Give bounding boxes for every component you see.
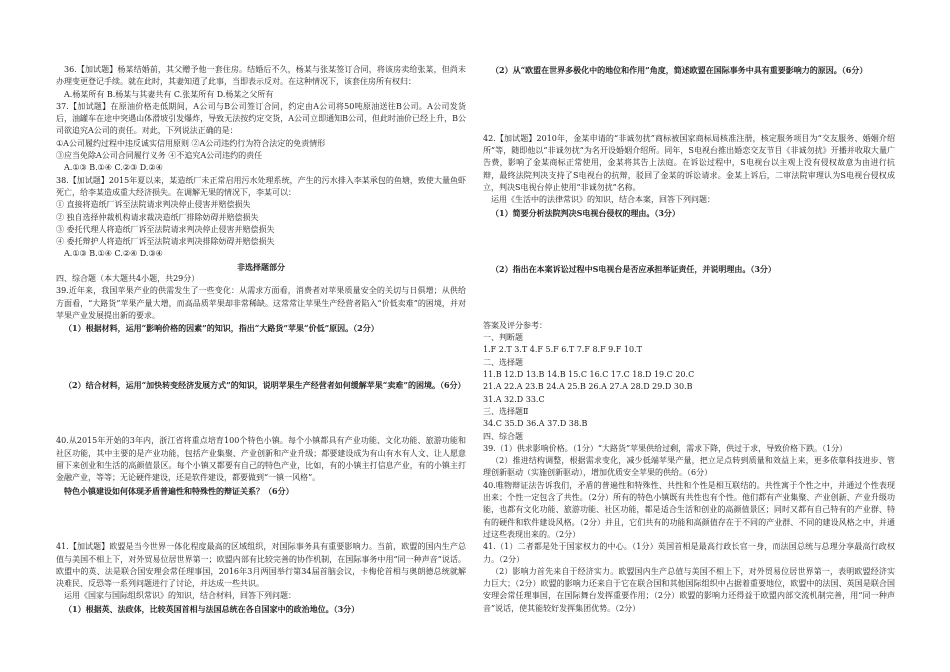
left-paragraph-4: ③应当免除A公司合同履行义务 ④不追究A公司违约的责任 [56, 151, 263, 161]
left-paragraph-11: A.①③ B.①④ C.②④ D.③④ [64, 249, 163, 259]
left-paragraph-17: （2）结合材料，运用“加快转变经济发展方式”的知识，说明苹果生产经营者如何缓解苹果“卖难”的困境。（6分） [64, 379, 466, 390]
right-paragraph-6: （2）指出在本案诉讼过程中S电视台是否应承担举证责任，并说明理由。（3分） [491, 264, 776, 275]
left-column [56, 64, 466, 615]
right-paragraph-22: （2）影响力首先来自于经济实力。欧盟国内生产总值与美国不相上下，对外贸易位居世界第一，表明欧盟经济实力巨大；（2分）欧盟的影响力还来自于它在联合国和其他国际组织中占据着重要地位，欧盟中的法国、英国是联合国安理会常任理事国，在国际舞台发挥重要作用；（2分）欧盟的影响力还得益于欧盟内部交流机制完善，用“同一种声音”说话，使其能较好发挥集团优势。（2分） [483, 566, 895, 613]
left-paragraph-13: 四、综合题（本大题共4小题，共29分） [56, 274, 200, 284]
right-paragraph-12: 11.B 12.D 13.B 14.B 15.C 16.C 17.C 18.D 19.C 20.C [483, 370, 695, 380]
left-paragraph-12: 非选择题部分 [237, 261, 285, 272]
left-paragraph-5: A.①③ B.①④ C.②③ D.②④ [64, 163, 163, 173]
right-paragraph-0: （2）从“欧盟在世界多极化中的地位和作用”角度，简述欧盟在国际事务中具有重要影响力的原因。（6分） [491, 65, 868, 75]
left-paragraph-24: （1）根据英、法政体，比较英国首相与法国总统在各自国家中的政治地位。（3分） [64, 603, 360, 614]
left-paragraph-22: 41.【加试题】欧盟是当今世界一体化程度最高的区域组织，对国际事务具有重要影响力。当前，欧盟的国内生产总值与美国不相上下，对外贸易位居世界第一；欧盟内部有比较完善的协作机制，在国际事务中用“同一种声音”说话。欧盟中的英、法是联合国安理会常任理事国，2016年3月两国举行第34届首脑会议，卡梅伦首相与奥朗德总统就解决难民、反恐等一系列问题进行了讨论，并达成一些共识。 [56, 542, 466, 589]
left-paragraph-1: A.杨某所有 B.杨某与其妻共有 C.张某所有 D.杨某之父所有 [64, 89, 274, 99]
right-paragraph-11: 二、选择题 [483, 357, 523, 367]
left-paragraph-20: 特色小镇建设如何体现矛盾普遍性和特殊性的辩证关系？（6分） [64, 485, 294, 496]
left-paragraph-15: （1）根据材料，运用“影响价格的因素”的知识，指出“大路货”苹果“价低”原因。（2分） [64, 323, 379, 334]
right-paragraph-14: 31.A 32.D 33.C [483, 394, 545, 404]
right-column [483, 64, 895, 615]
right-paragraph-15: 三、选择题Ⅱ [483, 406, 529, 416]
right-paragraph-8: 答案及评分参考： [483, 320, 547, 330]
spacer [56, 407, 466, 419]
right-paragraph-9: 一、判断题 [483, 333, 523, 343]
left-paragraph-23: 运用《国家与国际组织常识》的知识，结合材料，回答下列问题： [64, 591, 296, 601]
right-paragraph-16: 34.C 35.D 36.A 37.D 38.B [483, 419, 588, 429]
right-paragraph-2: 42.【加试题】2010年，金某申请的“非诚勿扰”商标被国家商标局核准注册，核定服务项目为“交友服务、婚姻介绍所”等，随即他以“非诚勿扰”为名开设婚姻介绍所。同年，S电视台推出婚恋交友节目《非诚勿扰》开播并收取大量广告费，影响了金某商标正常使用，金某将其告上法庭。在诉讼过程中，S电视台以主观上没有侵权故意为由进行抗辩，最终法院判决支持了S电视台的抗辩，驳回了金某的诉讼请求。金某上诉后，二审法院审理认为S电视台侵权成立，判决S电视台停止使用“非诚勿扰”名称。 [483, 133, 895, 193]
right-paragraph-18: 39.（1）供求影响价格。（1分）“大路货”苹果供给过剩，需求下降，供过于求，导致价格下跌。（1分） [483, 443, 848, 453]
right-paragraph-20: 40.唯物辩证法告诉我们，矛盾的普遍性和特殊性、共性和个性是相互联结的。共性寓于个性之中，并通过个性表现出来；个性一定包含了共性。（2分）所有的特色小镇既有共性也有个性。他们都有产业集聚、产业创新、产业升级功能，也都有文化功能、旅游功能、社区功能，都是适合生活和创业的高颜值景区；同时又都有自己特有的产业群、特有的硬件和软件建设风格。（2分）并且，它们共有的功能和高颜值存在于不同的产业群、不同的建设风格之中，并通过这些表现出来的。（2分） [483, 480, 895, 539]
left-paragraph-0: 36.【加试题】杨某结婚前，其父赠予他一套住房。结婚后不久，杨某与张某签订合同，将该房卖给张某，但尚未办理变更登记手续。就在此时，其妻知道了此事，当即表示反对。在这种情况下，该套住房所有权归： [56, 65, 466, 87]
left-paragraph-19: 40.从2015年开始的3年内，浙江省将重点培育100个特色小镇。每个小镇都具有产业功能、文化功能、旅游功能和社区功能，其中主要的是产业功能，包括产业集聚、产业创新和产业升级；都要建设成为有山有水有人文、让人愿意留下来创业和生活的高颜值景区。每个小镇又都要有自己的特色产业，比如，有的小镇主打信息产业，有的小镇主打金融产业，等等；无论硬件建设，还是软件建设，都要做到“一镇一风格”。 [56, 436, 466, 483]
left-paragraph-8: ② 独自选择仲裁机构请求裁决造纸厂排除妨碍并赔偿损失 [56, 212, 259, 222]
left-paragraph-7: ① 直接将造纸厂诉至法院请求判决停止侵害并赔偿损失 [56, 200, 251, 210]
spacer [56, 513, 466, 525]
spacer [483, 92, 895, 117]
right-paragraph-19: （2）推进结构调整，根据需求变化，减少低端苹果产量，把立足点转到质量和效益上来，更多依靠科技进步、管理创新驱动（实施创新驱动），增加优质安全苹果的供给。（6分） [483, 456, 895, 478]
right-paragraph-21: 41.（1）二者都是处于国家权力的中心。（1分）英国首相是最高行政长官一身，而法国总统与总理分享最高行政权力。（2分） [483, 542, 895, 564]
spacer [483, 235, 895, 247]
right-paragraph-13: 21.A 22.A 23.B 24.A 25.B 26.A 27.A 28.D 29.D 30.B [483, 382, 693, 392]
left-paragraph-3: ①A公司履约过程中违反诚实信用原则 ②A公司违约行为符合法定的免责情形 [56, 138, 326, 148]
spacer [483, 292, 895, 304]
right-paragraph-3: 运用《生活中的法律常识》的知识，结合本案，回答下列问题： [491, 195, 715, 205]
left-paragraph-2: 37.【加试题】在原油价格走低期间，A公司与B公司签订合同，约定由A公司将50吨原油送往B公司。A公司发货后，油罐车在途中突遇山体滑坡引发爆炸，导致无法按约定交货，A公司立即通知B公司，但此时油价已经上升，B公司欲追究A公司的责任。对此，下列说法正确的是： [56, 101, 466, 136]
spacer [56, 351, 466, 363]
left-paragraph-6: 38.【加试题】2015年夏以来，某造纸厂未正常启用污水处理系统，产生的污水排入李某承包的鱼塘，致使大量鱼虾死亡，给李某造成重大经济损失。在调解无果的情况下，李某可以： [56, 175, 466, 197]
left-paragraph-10: ④ 委托辩护人将造纸厂诉至法院请求判决排除妨碍并赔偿损失 [56, 237, 275, 247]
right-paragraph-17: 四、综合题 [483, 431, 523, 441]
left-paragraph-14: 39.近年来，我国苹果产业的供需发生了一些变化：从需求方面看，消费者对苹果质量安全的关切与日俱增；从供给方面看，“大路货”苹果产量大增，而高品质苹果却非常稀缺。这常常让苹果生产经营者陷入“价低卖难”的困境，并对苹果产业发展提出新的要求。 [56, 286, 466, 320]
left-paragraph-9: ③ 委托代理人将造纸厂诉至法院请求判决停止侵害并赔偿损失 [56, 224, 275, 234]
right-paragraph-4: （1）简要分析法院判决S电视台侵权的理由。（3分） [491, 207, 680, 218]
right-paragraph-10: 1.F 2.T 3.T 4.F 5.F 6.T 7.F 8.F 9.F 10.T [483, 345, 642, 355]
